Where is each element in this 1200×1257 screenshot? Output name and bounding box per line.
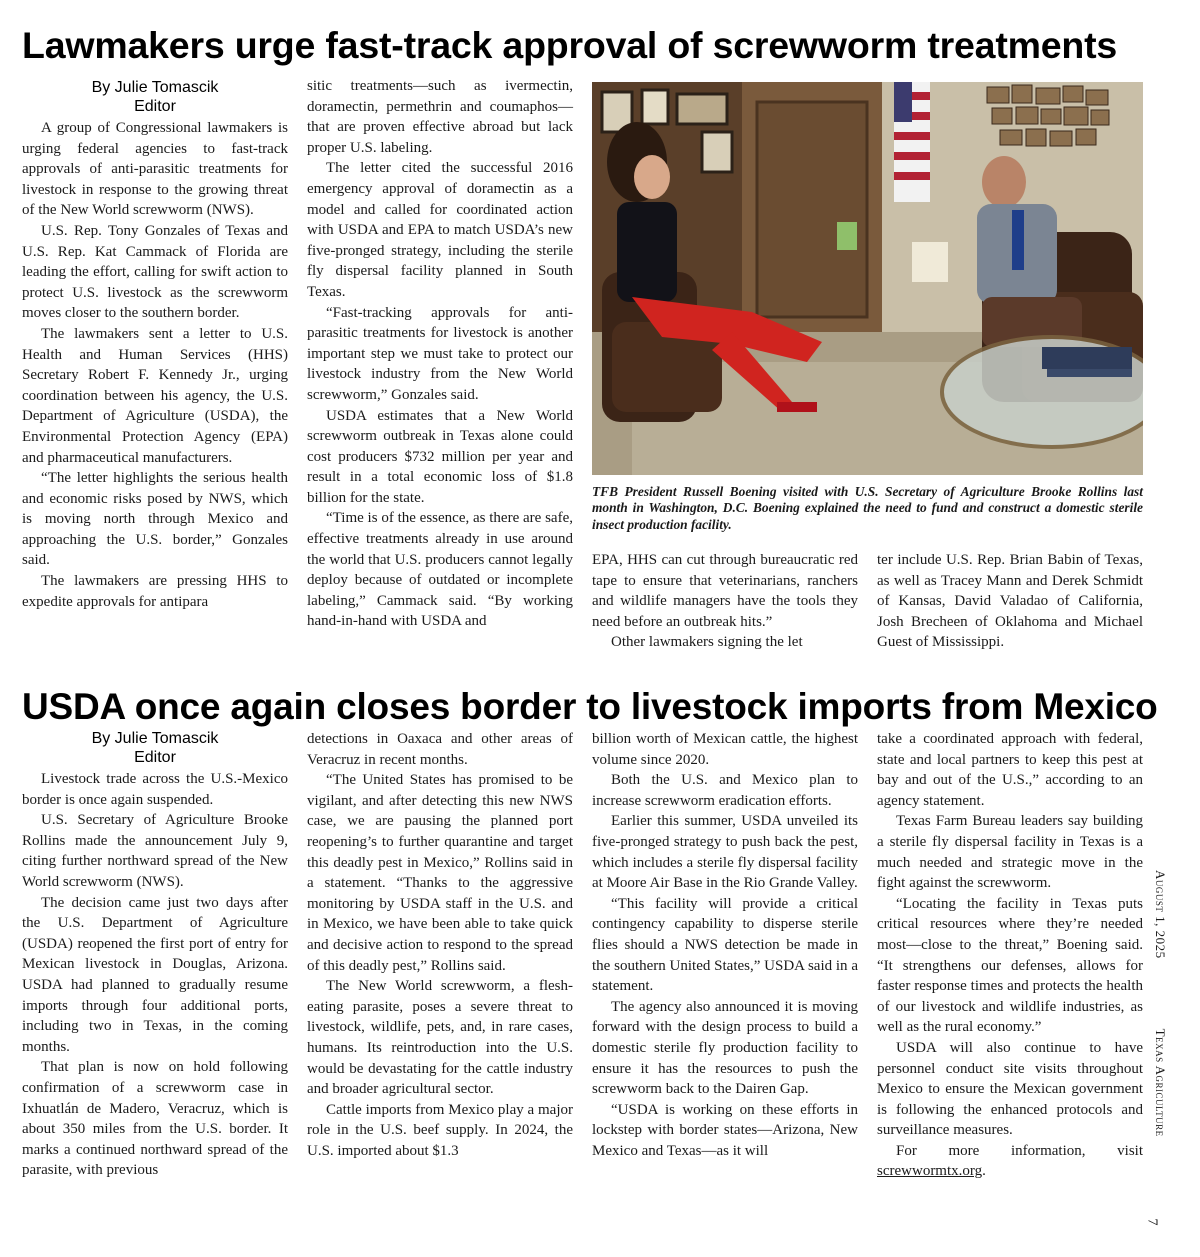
paragraph: take a coordinated approach with federal, state and local partners to keep this pest at bay and out of the U.S.,” according to an agency statement.: [877, 731, 1143, 809]
article1-column-4: [877, 550, 1143, 653]
article2-column-4: [877, 729, 1143, 1182]
paragraph: “USDA is working on these efforts in lockstep with border states—Arizona, New Mexico and Texas—as it will: [592, 1101, 858, 1159]
paragraph: “Locating the facility in Texas puts critical resources where they’re needed most—close to the threat,” Boening said. “It strengthens our defenses, allows for faster response times and protects the health of our livestock and wildlife industries, as well as the rural economy.”: [877, 895, 1143, 1036]
paragraph: Livestock trade across the U.S.-Mexico border is once again suspended.: [22, 771, 288, 808]
paragraph: [877, 1141, 1143, 1182]
meeting-photo: [592, 82, 1143, 475]
paragraph: “Time is of the essence, as there are safe, effective treatments already in use around the world that U.S. producers cannot legally deploy because of outdated or incomplete labeling,” Cammack said. “By working hand-in-hand with USDA and: [307, 510, 573, 630]
paragraph: “This facility will provide a critical contingency capability to disperse sterile flies should a NWS detection be made in the southern United States,” USDA said in a statement.: [592, 895, 858, 995]
paragraph: The letter cited the successful 2016 emergency approval of doramectin as a model and called for coordinated action with USDA and EPA to match USDA’s new five-pronged strategy, including the sterile fly dispersal facility planned in South Texas.: [307, 160, 573, 300]
article2-byline: [22, 729, 288, 767]
paragraph: “The letter highlights the serious health and economic risks posed by NWS, which is moving north through Mexico and approaching the U.S. border,” Gonzales said.: [22, 470, 288, 569]
article1-column-3: [592, 550, 858, 653]
paragraph: The lawmakers are pressing HHS to expedite approvals for antipara: [22, 573, 288, 610]
paragraph: That plan is now on hold following confirmation of a screwworm case in Ixhuatlán de Madero, Veracruz, which is about 350 miles from the U.S. border. It marks a continued northward spread of the parasite, with previous: [22, 1059, 288, 1179]
paragraph: “Fast-tracking approvals for anti-parasitic treatments for livestock is another important step we must take to protect our livestock industry from the New World screwworm,” Gonzales said.: [307, 304, 573, 403]
paragraph: ter include U.S. Rep. Brian Babin of Texas, as well as Tracey Mann and Derek Schmidt of Kansas, David Valadao of California, Josh Brecheen of Oklahoma and Michael Guest of Mississippi.: [877, 552, 1143, 651]
paragraph: The New World screwworm, a flesh-eating parasite, poses a severe threat to livestock, wildlife, pets, and, in rare cases, humans. Its reintroduction into the U.S. would be devastating for the cattle industry and broader agricultural sector.: [307, 978, 573, 1098]
paragraph: Other lawmakers signing the let: [611, 634, 803, 651]
info-lead-text: For more information, visit: [896, 1142, 1143, 1159]
page-footer-vertical: [1152, 870, 1168, 1137]
paragraph: The lawmakers sent a letter to U.S. Health and Human Services (HHS) Secretary Robert F. Kennedy Jr., urging coordination between his agency, the U.S. Department of Agriculture (USDA), the Environmental Protection Agency (EPA) and pharmaceutical manufacturers.: [22, 325, 288, 466]
article2-byline-name: By Julie Tomascik: [91, 730, 219, 747]
paragraph: Both the U.S. and Mexico plan to increase screwworm eradication efforts.: [592, 772, 858, 809]
paragraph: billion worth of Mexican cattle, the highest volume since 2020.: [592, 731, 858, 768]
paragraph: U.S. Secretary of Agriculture Brooke Rollins made the announcement July 9, citing further northward spread of the New World screwworm (NWS).: [22, 812, 288, 890]
article1-byline-name: By Julie Tomascik: [91, 79, 219, 96]
info-tail-text: .: [982, 1163, 986, 1180]
photo-caption: TFB President Russell Boening visited with U.S. Secretary of Agriculture Brooke Rollins last month in Washington, D.C. Boening explained the need to fund and construct a domestic sterile insect production facility.: [592, 484, 1143, 532]
issue-date: August 1, 2025: [1153, 870, 1168, 959]
paragraph: detections in Oaxaca and other areas of Veracruz in recent months.: [307, 731, 573, 768]
paragraph: U.S. Rep. Tony Gonzales of Texas and U.S. Rep. Kat Cammack of Florida are leading the effort, calling for swift action to protect U.S. livestock as the screwworm moves closer to the southern border.: [22, 222, 288, 322]
paragraph: sitic treatments—such as ivermectin, doramectin, permethrin and coumaphos—that are proven effective abroad but lack proper U.S. labeling.: [307, 78, 573, 156]
paragraph: The agency also announced it is moving forward with the design process to build a domestic sterile fly production facility to ensure it has the resources to push the screwworm back to the Dairen Gap.: [592, 998, 858, 1098]
paragraph: USDA will also continue to have personnel conduct site visits throughout Mexico to ensure the Mexican government is following the enhanced protocols and surveillance measures.: [877, 1039, 1143, 1139]
article2-column-3: [592, 729, 858, 1161]
paragraph: Texas Farm Bureau leaders say building a sterile fly dispersal facility in Texas is a much needed and strategic move in the fight against the screwworm.: [877, 813, 1143, 892]
paragraph: The decision came just two days after the U.S. Department of Agriculture (USDA) reopened the first port of entry for Mexican livestock in Douglas, Arizona. USDA had planned to gradually resume imports through four additional ports, including two in Texas, in the coming months.: [22, 894, 288, 1055]
article1-byline: [22, 78, 288, 116]
article2-column-2: [307, 729, 573, 1161]
page-number: 7: [1144, 1218, 1160, 1226]
paragraph: Cattle imports from Mexico play a major role in the U.S. beef supply. In 2024, the U.S. imported about $1.3: [307, 1101, 573, 1159]
paragraph: USDA estimates that a New World screwworm outbreak in Texas alone could cost producers $732 million per year and result in a total economic loss of $1.8 billion for the state.: [307, 407, 573, 506]
publication-name: Texas Agriculture: [1153, 1028, 1168, 1137]
article1-byline-role: Editor: [134, 98, 176, 115]
paragraph: “The United States has promised to be vigilant, and after detecting this new NWS case, we are pausing the planned port reopening’s to further quarantine and target this deadly pest in Mexico,” Rollins said in a statement. “Thanks to the aggressive monitoring by USDA staff in the U.S. and in Mexico, we have been able to take quick and decisive action to respond to the spread of this deadly pest,” Rollins said.: [307, 772, 573, 974]
article2-column-1: [22, 729, 288, 1181]
article2-byline-role: Editor: [134, 749, 176, 766]
article1-column-1: [22, 78, 288, 612]
screwworm-link[interactable]: screwwormtx.org: [877, 1163, 983, 1180]
article1-headline: Lawmakers urge fast-track approval of screwworm treatments: [22, 24, 1118, 66]
paragraph: A group of Congressional lawmakers is urging federal agencies to fast-track approvals of anti-parasitic treatments for livestock in response to the growing threat of the New World screwworm (NWS).: [22, 120, 288, 219]
article2-headline: USDA once again closes border to livestock imports from Mexico: [22, 686, 1158, 727]
paragraph: Earlier this summer, USDA unveiled its five-pronged strategy to push back the pest, which includes a sterile fly dispersal facility at Moore Air Base in the Rio Grande Valley.: [592, 813, 858, 892]
article1-column-2: [307, 76, 573, 632]
paragraph: EPA, HHS can cut through bureaucratic red tape to ensure that veterinarians, ranchers and wildlife managers have the tools they need before an outbreak hits.”: [592, 552, 858, 630]
